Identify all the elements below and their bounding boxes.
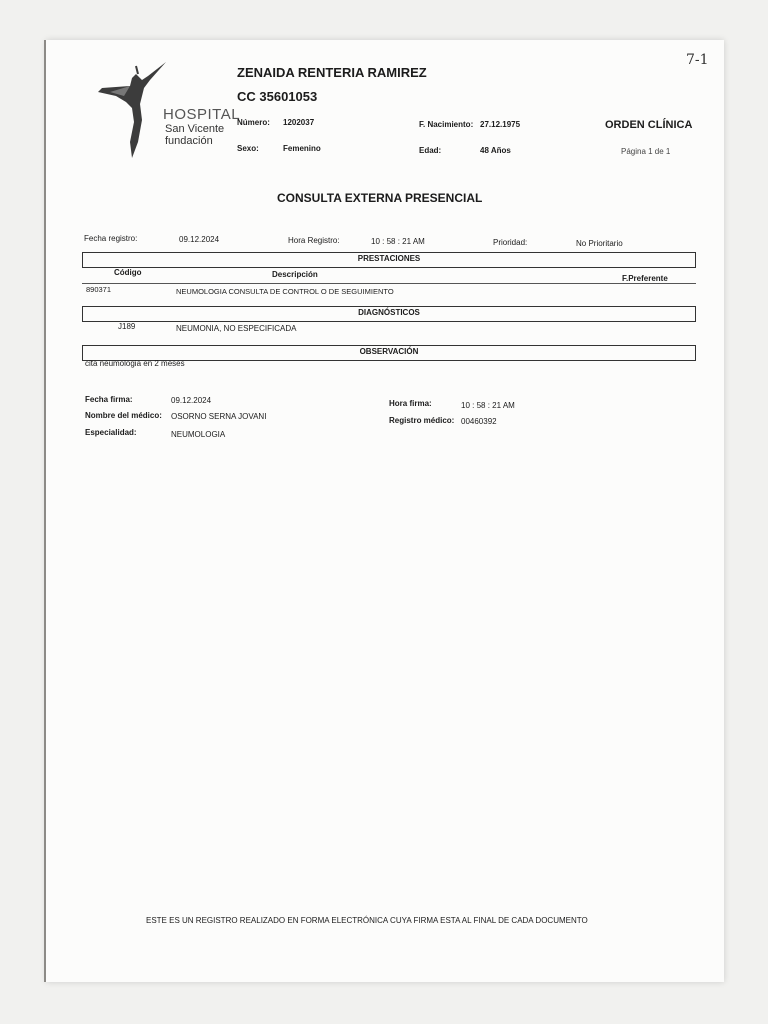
col-fpreferente: F.Preferente (622, 274, 668, 283)
logo-hospital-text: HOSPITAL (163, 106, 241, 123)
sexo-value: Femenino (283, 144, 321, 153)
numero-label: Número: (237, 118, 270, 127)
edad-label: Edad: (419, 146, 442, 155)
registro-medico-value: 00460392 (461, 417, 497, 426)
hora-firma-label: Hora firma: (389, 399, 432, 408)
fecha-firma-label: Fecha firma: (85, 395, 133, 404)
sexo-label: Sexo: (237, 144, 259, 153)
prestaciones-divider (82, 283, 696, 284)
logo-line1-text: San Vicente (165, 123, 225, 135)
doc-type: ORDEN CLÍNICA (605, 119, 693, 131)
prestacion-descripcion: NEUMOLOGIA CONSULTA DE CONTROL O DE SEGUIMIENTO (176, 287, 394, 296)
footer-note: ESTE ES UN REGISTRO REALIZADO EN FORMA ELECTRÓNICA CUYA FIRMA ESTA AL FINAL DE CADA DOCUMENTO (146, 916, 588, 925)
fecha-registro-label: Fecha registro: (84, 234, 138, 243)
especialidad-value: NEUMOLOGIA (171, 430, 226, 439)
especialidad-label: Especialidad: (85, 428, 137, 437)
observacion-heading: OBSERVACIÓN (359, 347, 419, 356)
diagnosticos-header-box (82, 306, 696, 322)
hummingbird-logo-icon (96, 58, 168, 162)
document-title: CONSULTA EXTERNA PRESENCIAL (277, 191, 483, 205)
prioridad-value: No Prioritario (576, 239, 623, 248)
diagnostico-descripcion: NEUMONIA, NO ESPECIFICADA (176, 324, 297, 333)
nacimiento-value: 27.12.1975 (480, 120, 521, 129)
document-page (46, 40, 724, 982)
logo-line2-text: fundación (165, 135, 213, 147)
patient-name: ZENAIDA RENTERIA RAMIREZ (237, 65, 427, 80)
numero-value: 1202037 (283, 118, 315, 127)
hora-registro-value: 10 : 58 : 21 AM (371, 237, 425, 246)
col-codigo: Código (114, 268, 142, 277)
hora-registro-label: Hora Registro: (288, 236, 340, 245)
col-descripcion: Descripción (272, 270, 318, 279)
prestaciones-header-box (82, 252, 696, 268)
fecha-firma-value: 09.12.2024 (171, 396, 212, 405)
diagnosticos-heading: DIAGNÓSTICOS (358, 308, 420, 317)
patient-id: CC 35601053 (237, 89, 318, 104)
page-number: Página 1 de 1 (621, 147, 671, 156)
medico-value: OSORNO SERNA JOVANI (171, 412, 267, 421)
medico-label: Nombre del médico: (85, 411, 162, 420)
observacion-text: cita neumologia en 2 meses (85, 359, 185, 368)
edad-value: 48 Años (480, 146, 511, 155)
prestaciones-heading: PRESTACIONES (357, 254, 421, 263)
fecha-registro-value: 09.12.2024 (179, 235, 220, 244)
prioridad-label: Prioridad: (493, 238, 528, 247)
nacimiento-label: F. Nacimiento: (419, 120, 474, 129)
diagnostico-codigo: J189 (118, 322, 136, 331)
hora-firma-value: 10 : 58 : 21 AM (461, 401, 515, 410)
handwritten-annotation: 7-1 (686, 52, 709, 68)
registro-medico-label: Registro médico: (389, 416, 455, 425)
prestacion-codigo: 890371 (86, 285, 112, 294)
